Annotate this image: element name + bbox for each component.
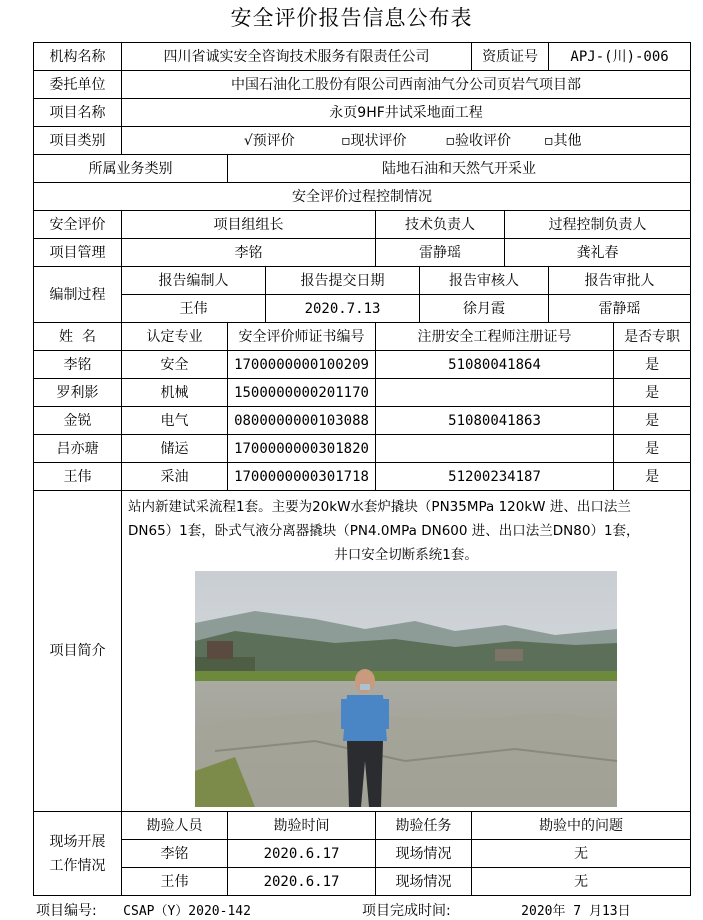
compile-approver: 雷静瑶 [549, 295, 691, 323]
compile-header-approver: 报告审批人 [549, 267, 691, 295]
management-roles-row [34, 211, 691, 239]
category-row [34, 127, 691, 155]
staff-cert: 1500000000201170 [228, 379, 376, 407]
compile-header-date: 报告提交日期 [266, 267, 420, 295]
org-label: 机构名称 [34, 43, 122, 71]
category-option-current: ▫现状评价 [341, 132, 407, 149]
project-code [36, 900, 251, 920]
staff-fulltime: 是 [614, 463, 691, 491]
category-label: 项目类别 [34, 127, 122, 155]
compile-values-row [34, 295, 691, 323]
site-header-row [34, 812, 691, 840]
staff-fulltime: 是 [614, 407, 691, 435]
completion-date-label: 项目完成时间: [362, 903, 451, 919]
site-photo [195, 571, 617, 807]
staff-header-major: 认定专业 [122, 323, 228, 351]
staff-major: 机械 [122, 379, 228, 407]
site-header-issue: 勘验中的问题 [472, 812, 691, 840]
site-label [34, 812, 122, 896]
staff-fulltime: 是 [614, 379, 691, 407]
client-row [34, 71, 691, 99]
table-row [34, 435, 691, 463]
table-row [34, 379, 691, 407]
intro-line-3: 井口安全切断系统1套。 [334, 547, 478, 563]
table-row [34, 840, 691, 868]
staff-name: 罗利影 [34, 379, 122, 407]
intro-line-2: DN65）1套，卧式气液分离器撬块（PN4.0MPa DN600 进、出口法兰DN80）1套， [128, 523, 640, 539]
org-value: 四川省诚实安全咨询技术服务有限责任公司 [122, 43, 472, 71]
process-header: 安全评价过程控制情况 [34, 183, 691, 211]
cert-label: 资质证号 [472, 43, 549, 71]
site-task: 现场情况 [376, 868, 472, 896]
name-leader: 李铭 [122, 239, 376, 267]
staff-fulltime: 是 [614, 351, 691, 379]
role-tech: 技术负责人 [376, 211, 505, 239]
intro-text [128, 495, 684, 567]
business-label: 所属业务类别 [34, 155, 228, 183]
completion-date-value: 2020年 7 月13日 [521, 904, 631, 919]
staff-cert: 1700000000100209 [228, 351, 376, 379]
table-row [34, 463, 691, 491]
site-header-person: 勘验人员 [122, 812, 228, 840]
site-person: 王伟 [122, 868, 228, 896]
staff-name: 吕亦瑭 [34, 435, 122, 463]
project-code-label: 项目编号: [36, 903, 97, 919]
compile-header-reviewer: 报告审核人 [420, 267, 549, 295]
staff-header-fulltime: 是否专职 [614, 323, 691, 351]
staff-major: 储运 [122, 435, 228, 463]
compile-header-author: 报告编制人 [122, 267, 266, 295]
compile-header-row [34, 267, 691, 295]
staff-fulltime: 是 [614, 435, 691, 463]
staff-name: 王伟 [34, 463, 122, 491]
staff-cert: 1700000000301718 [228, 463, 376, 491]
staff-header-name: 姓 名 [34, 323, 122, 351]
intro-line-1: 站内新建试采流程1套。主要为20kW水套炉撬块（PN35MPa 120kW 进、出口法兰 [128, 499, 631, 515]
site-issue: 无 [472, 868, 691, 896]
staff-reg: 51080041864 [376, 351, 614, 379]
project-row [34, 99, 691, 127]
management-label-1: 安全评价 [34, 211, 122, 239]
client-label: 委托单位 [34, 71, 122, 99]
compile-date: 2020.7.13 [266, 295, 420, 323]
business-row [34, 155, 691, 183]
site-issue: 无 [472, 840, 691, 868]
staff-reg: 51200234187 [376, 463, 614, 491]
completion-date [362, 900, 631, 920]
intro-row [34, 491, 691, 812]
staff-major: 采油 [122, 463, 228, 491]
name-tech: 雷静瑶 [376, 239, 505, 267]
management-names-row [34, 239, 691, 267]
site-task: 现场情况 [376, 840, 472, 868]
compile-label: 编制过程 [34, 267, 122, 323]
management-label-2: 项目管理 [34, 239, 122, 267]
client-value: 中国石油化工股份有限公司西南油气分公司页岩气项目部 [122, 71, 691, 99]
table-row [34, 868, 691, 896]
org-row [34, 43, 691, 71]
staff-cert: 1700000000301820 [228, 435, 376, 463]
staff-major: 电气 [122, 407, 228, 435]
project-label: 项目名称 [34, 99, 122, 127]
site-label-line-2: 工作情况 [49, 857, 106, 874]
staff-reg [376, 379, 614, 407]
cert-value: APJ-(川)-006 [549, 43, 691, 71]
staff-header-cert: 安全评价师证书编号 [228, 323, 376, 351]
page-title: 安全评价报告信息公布表 [230, 6, 473, 30]
site-time: 2020.6.17 [228, 868, 376, 896]
process-header-row [34, 183, 691, 211]
table-row [34, 351, 691, 379]
role-leader: 项目组组长 [122, 211, 376, 239]
site-person: 李铭 [122, 840, 228, 868]
staff-major: 安全 [122, 351, 228, 379]
site-label-line-1: 现场开展 [49, 833, 106, 850]
staff-reg: 51080041863 [376, 407, 614, 435]
staff-header-row [34, 323, 691, 351]
staff-name: 李铭 [34, 351, 122, 379]
name-process: 龚礼春 [505, 239, 691, 267]
staff-header-reg: 注册安全工程师注册证号 [376, 323, 614, 351]
compile-author: 王伟 [122, 295, 266, 323]
compile-reviewer: 徐月霞 [420, 295, 549, 323]
staff-name: 金锐 [34, 407, 122, 435]
table-row [34, 407, 691, 435]
staff-cert: 0800000000103088 [228, 407, 376, 435]
project-code-value: CSAP（Y）2020-142 [123, 904, 251, 919]
category-options [122, 127, 691, 155]
site-header-time: 勘验时间 [228, 812, 376, 840]
category-option-pre: √预评价 [243, 132, 295, 149]
project-value: 永页9HF井试采地面工程 [122, 99, 691, 127]
category-option-other: ▫其他 [543, 132, 582, 149]
intro-label: 项目简介 [34, 491, 122, 812]
info-table [33, 42, 691, 896]
business-value: 陆地石油和天然气开采业 [228, 155, 691, 183]
site-header-task: 勘验任务 [376, 812, 472, 840]
intro-content [122, 491, 691, 812]
role-process: 过程控制负责人 [505, 211, 691, 239]
category-option-acceptance: ▫验收评价 [445, 132, 512, 149]
staff-reg [376, 435, 614, 463]
site-time: 2020.6.17 [228, 840, 376, 868]
